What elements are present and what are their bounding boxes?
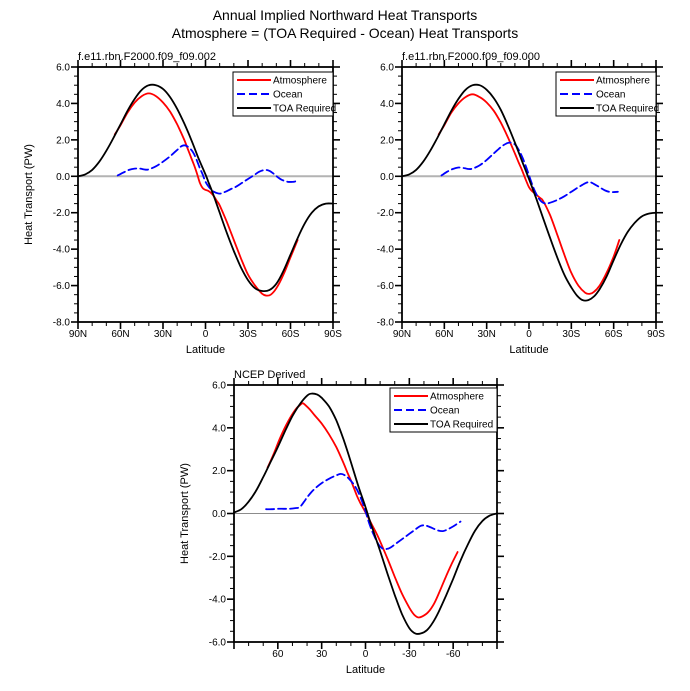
legend: [390, 388, 497, 432]
y-axis-title: Heat Transport (PW): [179, 463, 191, 564]
y-tick-label: 2.0: [56, 135, 70, 147]
x-tick-label: 60: [272, 649, 284, 660]
y-tick-label: 4.0: [56, 98, 70, 110]
legend-item-label: TOA Required: [596, 103, 660, 115]
legend-item-label: TOA Required: [273, 103, 337, 115]
panel-title: f.e11.rbn.F2000.f09_f09.002: [78, 51, 217, 63]
x-tick-label: 0: [526, 329, 532, 340]
y-tick-label: -2.0: [52, 208, 70, 220]
atmosphere-line: [439, 94, 620, 294]
atmosphere-line: [115, 93, 298, 295]
y-tick-label: 0.0: [380, 171, 394, 183]
x-tick-label: 30: [316, 649, 328, 660]
legend-item-label: Ocean: [430, 405, 460, 417]
x-tick-label: -30: [402, 649, 417, 660]
y-tick-label: 6.0: [56, 62, 70, 74]
x-tick-label: 90S: [647, 329, 665, 340]
panel-f002: [23, 51, 342, 356]
y-tick-label: -6.0: [208, 637, 226, 649]
x-tick-label: 30S: [239, 329, 257, 340]
legend-item-label: Atmosphere: [273, 75, 327, 87]
panel-title: NCEP Derived: [234, 369, 306, 381]
y-tick-label: -8.0: [376, 317, 394, 329]
legend-item-label: TOA Required: [430, 419, 494, 431]
legend-item-label: Ocean: [596, 89, 626, 101]
legend: [233, 72, 336, 116]
x-tick-label: -60: [445, 649, 461, 660]
x-tick-label: 60N: [111, 329, 130, 340]
x-axis-title: Latitude: [345, 664, 386, 676]
x-tick-label: 30N: [477, 329, 496, 340]
panel-title: f.e11.rbn.F2000.f09_f09.000: [402, 51, 541, 63]
y-tick-label: 0.0: [56, 171, 70, 183]
y-tick-label: -8.0: [52, 317, 70, 329]
ocean-line: [442, 143, 618, 204]
y-tick-label: -6.0: [52, 281, 70, 293]
x-tick-label: 30S: [562, 329, 581, 340]
y-tick-label: -2.0: [208, 551, 226, 563]
x-tick-label: 60N: [435, 329, 454, 340]
ocean-line: [118, 145, 298, 193]
x-axis-title: Latitude: [185, 344, 226, 356]
legend-item-label: Ocean: [273, 89, 303, 101]
y-tick-label: -4.0: [376, 244, 394, 256]
y-tick-label: 6.0: [212, 380, 226, 392]
y-tick-label: -2.0: [376, 208, 394, 220]
x-axis-title: Latitude: [509, 344, 549, 356]
y-tick-label: -4.0: [208, 594, 226, 606]
legend: [556, 72, 659, 116]
x-tick-label: 0: [202, 329, 209, 340]
atmosphere-line: [268, 403, 458, 617]
y-tick-label: 6.0: [380, 62, 394, 74]
x-tick-label: 90N: [392, 329, 412, 340]
y-tick-label: 4.0: [380, 98, 394, 110]
x-tick-label: 0: [362, 649, 369, 660]
legend-item-label: Atmosphere: [430, 391, 484, 403]
x-tick-label: 90S: [324, 329, 342, 340]
x-tick-label: 90N: [68, 329, 88, 340]
x-tick-label: 60S: [604, 329, 623, 340]
y-axis-title: Heat Transport (PW): [23, 144, 35, 245]
y-tick-label: 4.0: [212, 423, 226, 435]
x-tick-label: 60S: [281, 329, 300, 340]
y-tick-label: -4.0: [52, 244, 70, 256]
y-tick-label: -6.0: [376, 281, 394, 293]
y-tick-label: 0.0: [212, 509, 226, 520]
ocean-line: [266, 474, 460, 549]
legend-item-label: Atmosphere: [596, 75, 650, 87]
panel-ncep: [179, 369, 504, 676]
y-tick-label: 2.0: [380, 135, 394, 147]
figure-title: Annual Implied Northward Heat Transports: [212, 7, 478, 23]
y-tick-label: 2.0: [212, 466, 226, 478]
x-tick-label: 30N: [153, 329, 173, 340]
panel-f000: [377, 51, 665, 356]
figure-subtitle: Atmosphere = (TOA Required - Ocean) Heat Transports: [171, 25, 519, 41]
